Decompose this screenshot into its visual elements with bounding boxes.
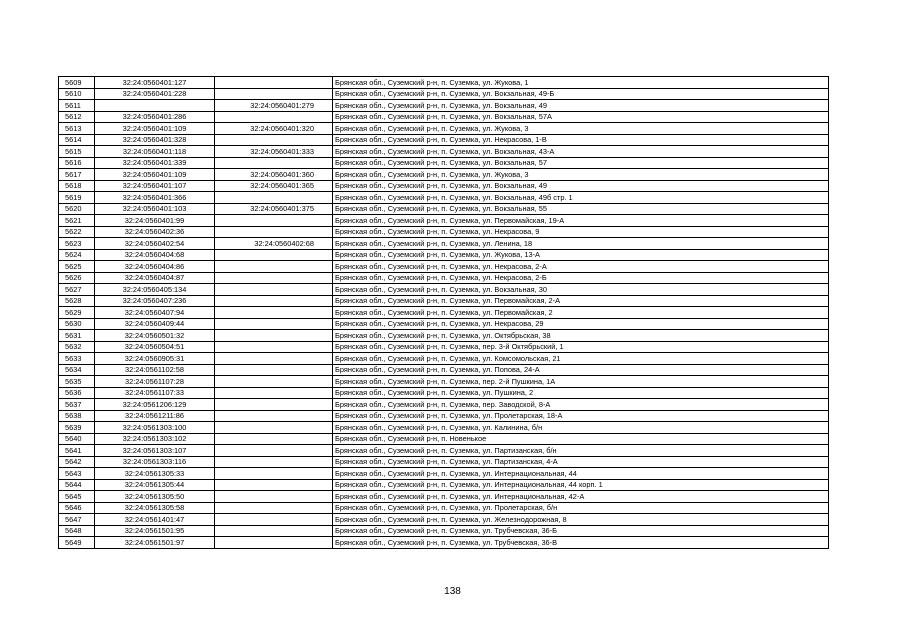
address-cell: Брянская обл., Суземский р-н, п. Суземка, ул. Вокзальная, 49 — [333, 100, 829, 112]
table-row — [59, 479, 829, 491]
related-cadastral-number-cell: 32:24:0560401:375 — [215, 203, 333, 215]
related-cadastral-number-cell: 32:24:0560401:333 — [215, 146, 333, 158]
related-cadastral-number-cell — [215, 525, 333, 537]
registry-table-body — [59, 77, 829, 549]
cadastral-number-cell: 32:24:0560401:127 — [95, 77, 215, 89]
row-number-cell: 5623 — [59, 238, 95, 250]
address-cell: Брянская обл., Суземский р-н, п. Суземка, ул. Пролетарская, 18-А — [333, 410, 829, 422]
address-cell: Брянская обл., Суземский р-н, п. Суземка, ул. Жукова, 1 — [333, 77, 829, 89]
cadastral-number-cell: 32:24:0560401:109 — [95, 169, 215, 181]
page-number: 138 — [444, 586, 461, 597]
row-number-cell: 5629 — [59, 307, 95, 319]
related-cadastral-number-cell — [215, 295, 333, 307]
table-row — [59, 249, 829, 261]
address-cell: Брянская обл., Суземский р-н, п. Суземка, ул. Жукова, 3 — [333, 169, 829, 181]
table-row — [59, 387, 829, 399]
table-row — [59, 399, 829, 411]
related-cadastral-number-cell — [215, 387, 333, 399]
address-cell: Брянская обл., Суземский р-н, п. Новенькое — [333, 433, 829, 445]
address-cell: Брянская обл., Суземский р-н, п. Суземка, пер. Заводской, 8-А — [333, 399, 829, 411]
cadastral-number-cell: 32:24:0560501:32 — [95, 330, 215, 342]
cadastral-number-cell — [95, 100, 215, 112]
row-number-cell: 5648 — [59, 525, 95, 537]
row-number-cell: 5631 — [59, 330, 95, 342]
table-row — [59, 410, 829, 422]
address-cell: Брянская обл., Суземский р-н, п. Суземка, ул. Некрасова, 29 — [333, 318, 829, 330]
cadastral-number-cell: 32:24:0561303:116 — [95, 456, 215, 468]
related-cadastral-number-cell — [215, 445, 333, 457]
table-row — [59, 456, 829, 468]
table-row — [59, 272, 829, 284]
table-row — [59, 238, 829, 250]
address-cell: Брянская обл., Суземский р-н, п. Суземка, ул. Некрасова, 2-А — [333, 261, 829, 273]
cadastral-number-cell: 32:24:0561501:97 — [95, 537, 215, 549]
related-cadastral-number-cell — [215, 468, 333, 480]
related-cadastral-number-cell: 32:24:0560401:320 — [215, 123, 333, 135]
row-number-cell: 5632 — [59, 341, 95, 353]
address-cell: Брянская обл., Суземский р-н, п. Суземка, ул. Вокзальная, 49б стр. 1 — [333, 192, 829, 204]
cadastral-number-cell: 32:24:0560401:103 — [95, 203, 215, 215]
table-row — [59, 203, 829, 215]
related-cadastral-number-cell — [215, 192, 333, 204]
address-cell: Брянская обл., Суземский р-н, п. Суземка, ул. Вокзальная, 43-А — [333, 146, 829, 158]
registry-table — [58, 76, 829, 549]
related-cadastral-number-cell — [215, 502, 333, 514]
related-cadastral-number-cell — [215, 307, 333, 319]
cadastral-number-cell: 32:24:0560407:94 — [95, 307, 215, 319]
related-cadastral-number-cell — [215, 537, 333, 549]
address-cell: Брянская обл., Суземский р-н, п. Суземка, ул. Некрасова, 1-В — [333, 134, 829, 146]
related-cadastral-number-cell — [215, 134, 333, 146]
row-number-cell: 5628 — [59, 295, 95, 307]
cadastral-number-cell: 32:24:0561206:129 — [95, 399, 215, 411]
table-row — [59, 353, 829, 365]
table-row — [59, 192, 829, 204]
table-row — [59, 123, 829, 135]
cadastral-number-cell: 32:24:0561303:107 — [95, 445, 215, 457]
address-cell: Брянская обл., Суземский р-н, п. Суземка, ул. Интернациональная, 44 корп. 1 — [333, 479, 829, 491]
address-cell: Брянская обл., Суземский р-н, п. Суземка, ул. Вокзальная, 49 — [333, 180, 829, 192]
cadastral-number-cell: 32:24:0561211:86 — [95, 410, 215, 422]
address-cell: Брянская обл., Суземский р-н, п. Суземка, ул. Вокзальная, 57А — [333, 111, 829, 123]
row-number-cell: 5645 — [59, 491, 95, 503]
table-row — [59, 157, 829, 169]
related-cadastral-number-cell — [215, 376, 333, 388]
cadastral-number-cell: 32:24:0560401:328 — [95, 134, 215, 146]
row-number-cell: 5633 — [59, 353, 95, 365]
cadastral-number-cell: 32:24:0561303:100 — [95, 422, 215, 434]
cadastral-number-cell: 32:24:0561401:47 — [95, 514, 215, 526]
address-cell: Брянская обл., Суземский р-н, п. Суземка, ул. Некрасова, 2-Б — [333, 272, 829, 284]
related-cadastral-number-cell — [215, 261, 333, 273]
cadastral-number-cell: 32:24:0560905:31 — [95, 353, 215, 365]
table-row — [59, 146, 829, 158]
related-cadastral-number-cell: 32:24:0560402:68 — [215, 238, 333, 250]
row-number-cell: 5643 — [59, 468, 95, 480]
related-cadastral-number-cell — [215, 77, 333, 89]
row-number-cell: 5609 — [59, 77, 95, 89]
table-row — [59, 88, 829, 100]
related-cadastral-number-cell — [215, 514, 333, 526]
related-cadastral-number-cell — [215, 410, 333, 422]
cadastral-number-cell: 32:24:0561305:44 — [95, 479, 215, 491]
address-cell: Брянская обл., Суземский р-н, п. Суземка, ул. Железнодорожная, 8 — [333, 514, 829, 526]
cadastral-number-cell: 32:24:0560409:44 — [95, 318, 215, 330]
row-number-cell: 5639 — [59, 422, 95, 434]
cadastral-number-cell: 32:24:0560402:54 — [95, 238, 215, 250]
related-cadastral-number-cell — [215, 318, 333, 330]
row-number-cell: 5644 — [59, 479, 95, 491]
address-cell: Брянская обл., Суземский р-н, п. Суземка, ул. Интернациональная, 44 — [333, 468, 829, 480]
row-number-cell: 5634 — [59, 364, 95, 376]
table-row — [59, 318, 829, 330]
cadastral-number-cell: 32:24:0560401:366 — [95, 192, 215, 204]
address-cell: Брянская обл., Суземский р-н, п. Суземка, ул. Вокзальная, 57 — [333, 157, 829, 169]
related-cadastral-number-cell — [215, 284, 333, 296]
related-cadastral-number-cell — [215, 330, 333, 342]
row-number-cell: 5635 — [59, 376, 95, 388]
table-row — [59, 502, 829, 514]
table-row — [59, 491, 829, 503]
related-cadastral-number-cell — [215, 272, 333, 284]
address-cell: Брянская обл., Суземский р-н, п. Суземка, ул. Октябрьская, 38 — [333, 330, 829, 342]
related-cadastral-number-cell — [215, 456, 333, 468]
table-row — [59, 537, 829, 549]
row-number-cell: 5637 — [59, 399, 95, 411]
row-number-cell: 5642 — [59, 456, 95, 468]
row-number-cell: 5618 — [59, 180, 95, 192]
related-cadastral-number-cell: 32:24:0560401:360 — [215, 169, 333, 181]
related-cadastral-number-cell — [215, 215, 333, 227]
related-cadastral-number-cell — [215, 422, 333, 434]
table-row — [59, 307, 829, 319]
cadastral-number-cell: 32:24:0561501:95 — [95, 525, 215, 537]
row-number-cell: 5638 — [59, 410, 95, 422]
related-cadastral-number-cell — [215, 399, 333, 411]
cadastral-number-cell: 32:24:0561305:33 — [95, 468, 215, 480]
row-number-cell: 5641 — [59, 445, 95, 457]
related-cadastral-number-cell — [215, 111, 333, 123]
table-row — [59, 341, 829, 353]
cadastral-number-cell: 32:24:0560402:36 — [95, 226, 215, 238]
row-number-cell: 5613 — [59, 123, 95, 135]
row-number-cell: 5614 — [59, 134, 95, 146]
address-cell: Брянская обл., Суземский р-н, п. Суземка, ул. Калинина, б/н — [333, 422, 829, 434]
address-cell: Брянская обл., Суземский р-н, п. Суземка, ул. Комсомольская, 21 — [333, 353, 829, 365]
row-number-cell: 5626 — [59, 272, 95, 284]
related-cadastral-number-cell — [215, 341, 333, 353]
related-cadastral-number-cell — [215, 364, 333, 376]
table-row — [59, 180, 829, 192]
row-number-cell: 5649 — [59, 537, 95, 549]
cadastral-number-cell: 32:24:0560401:107 — [95, 180, 215, 192]
table-row — [59, 77, 829, 89]
address-cell: Брянская обл., Суземский р-н, п. Суземка, ул. Трубчевская, 36-В — [333, 537, 829, 549]
address-cell: Брянская обл., Суземский р-н, п. Суземка, ул. Вокзальная, 30 — [333, 284, 829, 296]
row-number-cell: 5610 — [59, 88, 95, 100]
address-cell: Брянская обл., Суземский р-н, п. Суземка, пер. 3-й Октябрьский, 1 — [333, 341, 829, 353]
cadastral-number-cell: 32:24:0561107:33 — [95, 387, 215, 399]
related-cadastral-number-cell: 32:24:0560401:279 — [215, 100, 333, 112]
table-row — [59, 295, 829, 307]
address-cell: Брянская обл., Суземский р-н, п. Суземка, ул. Ленина, 18 — [333, 238, 829, 250]
address-cell: Брянская обл., Суземский р-н, п. Суземка, ул. Первомайская, 2-А — [333, 295, 829, 307]
cadastral-number-cell: 32:24:0560407:236 — [95, 295, 215, 307]
row-number-cell: 5615 — [59, 146, 95, 158]
address-cell: Брянская обл., Суземский р-н, п. Суземка, ул. Пролетарская, б/н — [333, 502, 829, 514]
table-row — [59, 261, 829, 273]
address-cell: Брянская обл., Суземский р-н, п. Суземка, ул. Интернациональная, 42-А — [333, 491, 829, 503]
row-number-cell: 5636 — [59, 387, 95, 399]
related-cadastral-number-cell — [215, 491, 333, 503]
table-row — [59, 284, 829, 296]
table-row — [59, 433, 829, 445]
row-number-cell: 5621 — [59, 215, 95, 227]
cadastral-number-cell: 32:24:0560504:51 — [95, 341, 215, 353]
table-row — [59, 215, 829, 227]
row-number-cell: 5624 — [59, 249, 95, 261]
cadastral-number-cell: 32:24:0560401:286 — [95, 111, 215, 123]
table-row — [59, 169, 829, 181]
cadastral-number-cell: 32:24:0560401:99 — [95, 215, 215, 227]
address-cell: Брянская обл., Суземский р-н, п. Суземка, ул. Пушкина, 2 — [333, 387, 829, 399]
row-number-cell: 5611 — [59, 100, 95, 112]
address-cell: Брянская обл., Суземский р-н, п. Суземка, ул. Жукова, 3 — [333, 123, 829, 135]
related-cadastral-number-cell — [215, 226, 333, 238]
row-number-cell: 5617 — [59, 169, 95, 181]
table-row — [59, 111, 829, 123]
cadastral-number-cell: 32:24:0561305:58 — [95, 502, 215, 514]
cadastral-number-cell: 32:24:0560401:118 — [95, 146, 215, 158]
table-row — [59, 226, 829, 238]
row-number-cell: 5625 — [59, 261, 95, 273]
related-cadastral-number-cell — [215, 433, 333, 445]
address-cell: Брянская обл., Суземский р-н, п. Суземка, ул. Первомайская, 2 — [333, 307, 829, 319]
row-number-cell: 5619 — [59, 192, 95, 204]
address-cell: Брянская обл., Суземский р-н, п. Суземка, ул. Первомайская, 19-А — [333, 215, 829, 227]
related-cadastral-number-cell — [215, 353, 333, 365]
row-number-cell: 5640 — [59, 433, 95, 445]
row-number-cell: 5627 — [59, 284, 95, 296]
address-cell: Брянская обл., Суземский р-н, п. Суземка, ул. Жукова, 13-А — [333, 249, 829, 261]
table-row — [59, 422, 829, 434]
cadastral-number-cell: 32:24:0561305:50 — [95, 491, 215, 503]
table-row — [59, 525, 829, 537]
address-cell: Брянская обл., Суземский р-н, п. Суземка, ул. Попова, 24-А — [333, 364, 829, 376]
table-row — [59, 468, 829, 480]
row-number-cell: 5612 — [59, 111, 95, 123]
address-cell: Брянская обл., Суземский р-н, п. Суземка, ул. Партизанская, 4-А — [333, 456, 829, 468]
related-cadastral-number-cell — [215, 479, 333, 491]
cadastral-number-cell: 32:24:0561102:58 — [95, 364, 215, 376]
row-number-cell: 5630 — [59, 318, 95, 330]
related-cadastral-number-cell — [215, 157, 333, 169]
cadastral-number-cell: 32:24:0560404:68 — [95, 249, 215, 261]
cadastral-number-cell: 32:24:0560405:134 — [95, 284, 215, 296]
cadastral-number-cell: 32:24:0560401:339 — [95, 157, 215, 169]
cadastral-number-cell: 32:24:0560401:109 — [95, 123, 215, 135]
row-number-cell: 5616 — [59, 157, 95, 169]
address-cell: Брянская обл., Суземский р-н, п. Суземка, ул. Вокзальная, 55 — [333, 203, 829, 215]
related-cadastral-number-cell: 32:24:0560401:365 — [215, 180, 333, 192]
table-row — [59, 445, 829, 457]
cadastral-number-cell: 32:24:0560404:87 — [95, 272, 215, 284]
table-row — [59, 514, 829, 526]
table-row — [59, 364, 829, 376]
address-cell: Брянская обл., Суземский р-н, п. Суземка, ул. Трубчевская, 36-Б — [333, 525, 829, 537]
cadastral-number-cell: 32:24:0561303:102 — [95, 433, 215, 445]
address-cell: Брянская обл., Суземский р-н, п. Суземка, ул. Партизанская, б/н — [333, 445, 829, 457]
row-number-cell: 5622 — [59, 226, 95, 238]
row-number-cell: 5620 — [59, 203, 95, 215]
table-row — [59, 330, 829, 342]
address-cell: Брянская обл., Суземский р-н, п. Суземка, пер. 2-й Пушкина, 1А — [333, 376, 829, 388]
related-cadastral-number-cell — [215, 88, 333, 100]
table-row — [59, 376, 829, 388]
related-cadastral-number-cell — [215, 249, 333, 261]
address-cell: Брянская обл., Суземский р-н, п. Суземка, ул. Некрасова, 9 — [333, 226, 829, 238]
row-number-cell: 5646 — [59, 502, 95, 514]
address-cell: Брянская обл., Суземский р-н, п. Суземка, ул. Вокзальная, 49-Б — [333, 88, 829, 100]
cadastral-number-cell: 32:24:0560404:86 — [95, 261, 215, 273]
cadastral-number-cell: 32:24:0560401:228 — [95, 88, 215, 100]
cadastral-number-cell: 32:24:0561107:28 — [95, 376, 215, 388]
row-number-cell: 5647 — [59, 514, 95, 526]
table-row — [59, 134, 829, 146]
table-row — [59, 100, 829, 112]
